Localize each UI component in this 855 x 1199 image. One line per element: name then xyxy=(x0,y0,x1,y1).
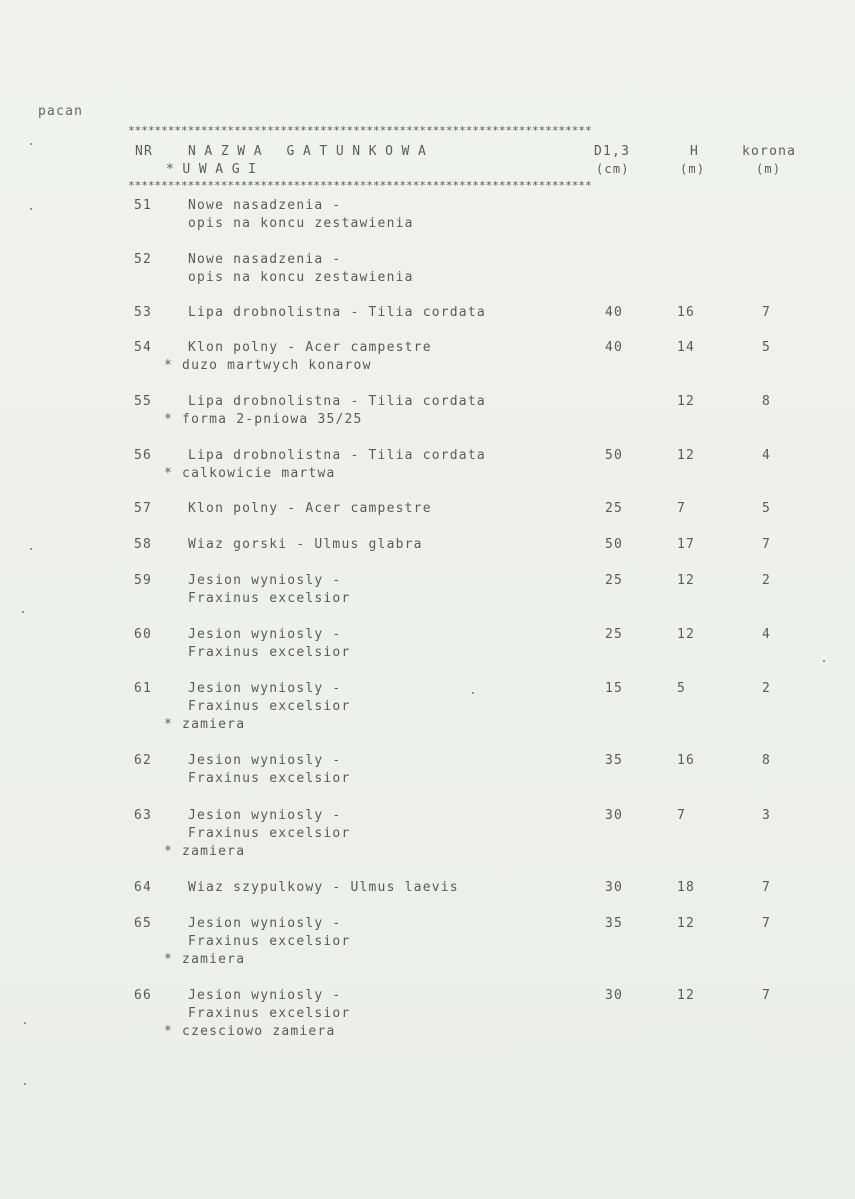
species-name-line: Fraxinus excelsior xyxy=(188,934,351,949)
separator-bottom: ********************************************************************** xyxy=(128,180,592,192)
scan-speck xyxy=(30,208,32,210)
species-name-line: Nowe nasadzenia - xyxy=(188,252,342,267)
species-name-line: Lipa drobnolistna - Tilia cordata xyxy=(188,305,486,320)
species-name-line: Fraxinus excelsior xyxy=(188,771,351,786)
scan-speck xyxy=(30,143,32,145)
crown-value: 3 xyxy=(762,808,772,823)
height-value: 16 xyxy=(677,753,696,768)
row-remark: * calkowicie martwa xyxy=(164,466,336,481)
crown-value: 2 xyxy=(762,573,772,588)
row-number: 59 xyxy=(134,573,153,588)
row-number: 54 xyxy=(134,340,153,355)
height-value: 7 xyxy=(677,808,687,823)
row-number: 52 xyxy=(134,252,153,267)
row-remark: * czesciowo zamiera xyxy=(164,1024,336,1039)
species-name-line: opis na koncu zestawienia xyxy=(188,270,414,285)
species-name-line: Jesion wyniosly - xyxy=(188,681,342,696)
header-diameter-unit: (cm) xyxy=(596,162,630,176)
height-value: 17 xyxy=(677,537,696,552)
species-name-line: Wiaz gorski - Ulmus glabra xyxy=(188,537,423,552)
crown-value: 7 xyxy=(762,880,772,895)
species-name-line: Jesion wyniosly - xyxy=(188,573,342,588)
diameter-value: 35 xyxy=(605,916,624,931)
species-name-line: Jesion wyniosly - xyxy=(188,988,342,1003)
diameter-value: 25 xyxy=(605,501,624,516)
diameter-value: 15 xyxy=(605,681,624,696)
row-number: 51 xyxy=(134,198,153,213)
scan-speck xyxy=(24,1083,26,1085)
diameter-value: 30 xyxy=(605,808,624,823)
species-name-line: Fraxinus excelsior xyxy=(188,826,351,841)
row-remark: * zamiera xyxy=(164,717,246,732)
crown-value: 7 xyxy=(762,988,772,1003)
row-remark: * zamiera xyxy=(164,844,246,859)
header-nr: NR xyxy=(135,144,154,159)
row-number: 61 xyxy=(134,681,153,696)
row-remark: * duzo martwych konarow xyxy=(164,358,372,373)
height-value: 12 xyxy=(677,573,696,588)
row-remark: * zamiera xyxy=(164,952,246,967)
height-value: 12 xyxy=(677,988,696,1003)
row-number: 55 xyxy=(134,394,153,409)
row-number: 66 xyxy=(134,988,153,1003)
species-name-line: Lipa drobnolistna - Tilia cordata xyxy=(188,448,486,463)
row-number: 53 xyxy=(134,305,153,320)
diameter-value: 50 xyxy=(605,448,624,463)
species-name-line: Wiaz szypulkowy - Ulmus laevis xyxy=(188,880,459,895)
header-crown: korona xyxy=(742,144,797,159)
crown-value: 5 xyxy=(762,340,772,355)
height-value: 12 xyxy=(677,627,696,642)
row-number: 62 xyxy=(134,753,153,768)
crown-value: 7 xyxy=(762,305,772,320)
diameter-value: 50 xyxy=(605,537,624,552)
diameter-value: 25 xyxy=(605,627,624,642)
crown-value: 2 xyxy=(762,681,772,696)
crown-value: 4 xyxy=(762,448,772,463)
diameter-value: 25 xyxy=(605,573,624,588)
height-value: 12 xyxy=(677,448,696,463)
header-crown-unit: (m) xyxy=(756,162,782,176)
diameter-value: 30 xyxy=(605,988,624,1003)
species-name-line: Jesion wyniosly - xyxy=(188,627,342,642)
height-value: 12 xyxy=(677,394,696,409)
scan-speck xyxy=(472,692,474,694)
scan-speck xyxy=(22,611,24,613)
species-name-line: Fraxinus excelsior xyxy=(188,645,351,660)
header-name: NAZWA GATUNKOWA xyxy=(188,144,435,159)
diameter-value: 40 xyxy=(605,340,624,355)
crown-value: 5 xyxy=(762,501,772,516)
crown-value: 7 xyxy=(762,537,772,552)
row-number: 56 xyxy=(134,448,153,463)
header-remarks: *UWAGI xyxy=(166,162,265,177)
row-number: 64 xyxy=(134,880,153,895)
header-height-unit: (m) xyxy=(680,162,706,176)
scan-speck xyxy=(823,660,825,662)
row-number: 57 xyxy=(134,501,153,516)
row-remark: * forma 2-pniowa 35/25 xyxy=(164,412,363,427)
species-name-line: Fraxinus excelsior xyxy=(188,591,351,606)
height-value: 18 xyxy=(677,880,696,895)
height-value: 16 xyxy=(677,305,696,320)
species-name-line: Fraxinus excelsior xyxy=(188,1006,351,1021)
height-value: 7 xyxy=(677,501,687,516)
row-number: 60 xyxy=(134,627,153,642)
species-name-line: Jesion wyniosly - xyxy=(188,753,342,768)
crown-value: 4 xyxy=(762,627,772,642)
height-value: 14 xyxy=(677,340,696,355)
species-name-line: Lipa drobnolistna - Tilia cordata xyxy=(188,394,486,409)
diameter-value: 30 xyxy=(605,880,624,895)
scan-speck xyxy=(24,1022,26,1024)
species-name-line: Fraxinus excelsior xyxy=(188,699,351,714)
row-number: 65 xyxy=(134,916,153,931)
height-value: 12 xyxy=(677,916,696,931)
crown-value: 7 xyxy=(762,916,772,931)
scan-speck xyxy=(30,548,32,550)
diameter-value: 35 xyxy=(605,753,624,768)
species-name-line: Klon polny - Acer campestre xyxy=(188,501,432,516)
row-number: 63 xyxy=(134,808,153,823)
species-name-line: Klon polny - Acer campestre xyxy=(188,340,432,355)
species-name-line: opis na koncu zestawienia xyxy=(188,216,414,231)
document-label: pacan xyxy=(38,104,84,119)
row-number: 58 xyxy=(134,537,153,552)
crown-value: 8 xyxy=(762,753,772,768)
species-name-line: Jesion wyniosly - xyxy=(188,916,342,931)
diameter-value: 40 xyxy=(605,305,624,320)
species-name-line: Jesion wyniosly - xyxy=(188,808,342,823)
header-diameter: D1,3 xyxy=(594,144,631,159)
species-name-line: Nowe nasadzenia - xyxy=(188,198,342,213)
separator-top: ********************************************************************** xyxy=(128,125,592,137)
crown-value: 8 xyxy=(762,394,772,409)
height-value: 5 xyxy=(677,681,687,696)
header-height: H xyxy=(690,144,700,159)
